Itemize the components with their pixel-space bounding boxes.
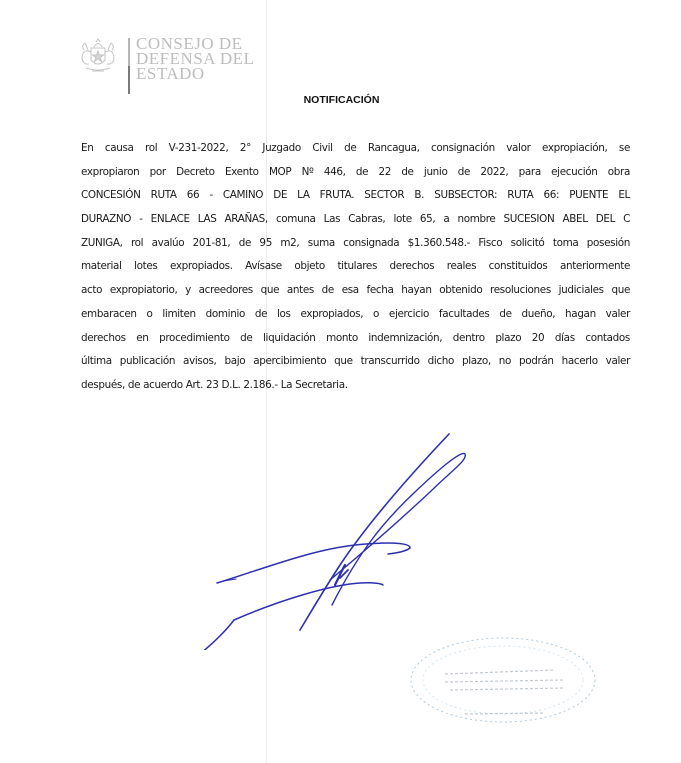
document-title: NOTIFICACIÓN xyxy=(303,94,380,106)
signature-icon xyxy=(200,420,500,650)
document-title-row xyxy=(0,94,681,106)
logo-wordmark xyxy=(136,36,254,81)
logo-line: DEFENSA DEL xyxy=(136,49,255,68)
body-line: última publicación avisos, bajo apercibimiento que transcurrido dicho plazo, no podrán hacerlo valer xyxy=(81,355,630,368)
logo-divider-accent xyxy=(128,66,130,94)
body-line: ZUNIGA, rol avalúo 201-81, de 95 m2, suma consignada $1.360.548.- Fisco solicitó toma posesión xyxy=(81,236,630,249)
official-stamp-icon xyxy=(405,630,600,730)
logo-line: CONSEJO DE xyxy=(136,34,243,53)
body-line: derechos en procedimiento de liquidación monto indemnización, dentro plazo 20 días contados xyxy=(81,331,630,344)
body-line: acto expropiatorio, y acreedores que antes de esa fecha hayan obtenido resoluciones judiciales que xyxy=(81,284,630,297)
body-line: En causa rol V-231-2022, 2° Juzgado Civil de Rancagua, consignación valor expropiación, se xyxy=(81,142,630,154)
body-line: embaracen o limiten dominio de los expropiados, o ejercicio facultades de dueño, hagan valer xyxy=(81,307,630,320)
logo xyxy=(78,30,268,94)
notification-body xyxy=(81,137,630,398)
body-line: CONCESIÓN RUTA 66 - CAMINO DE LA FRUTA. SECTOR B. SUBSECTOR: RUTA 66: PUENTE EL xyxy=(81,189,630,202)
coat-of-arms-icon xyxy=(78,38,118,76)
body-line: material lotes expropiados. Avísase objeto titulares derechos reales constituidos anteriormente xyxy=(81,260,630,273)
body-line: después, de acuerdo Art. 23 D.L. 2.186.- La Secretaria. xyxy=(81,378,348,391)
body-line: DURAZNO - ENLACE LAS ARAÑAS, comuna Las Cabras, lote 65, a nombre SUCESION ABEL DEL C xyxy=(81,213,630,226)
logo-line: ESTADO xyxy=(136,64,205,83)
body-line: expropiaron por Decreto Exento MOP Nº 446, de 22 de junio de 2022, para ejecución obra xyxy=(81,165,630,178)
